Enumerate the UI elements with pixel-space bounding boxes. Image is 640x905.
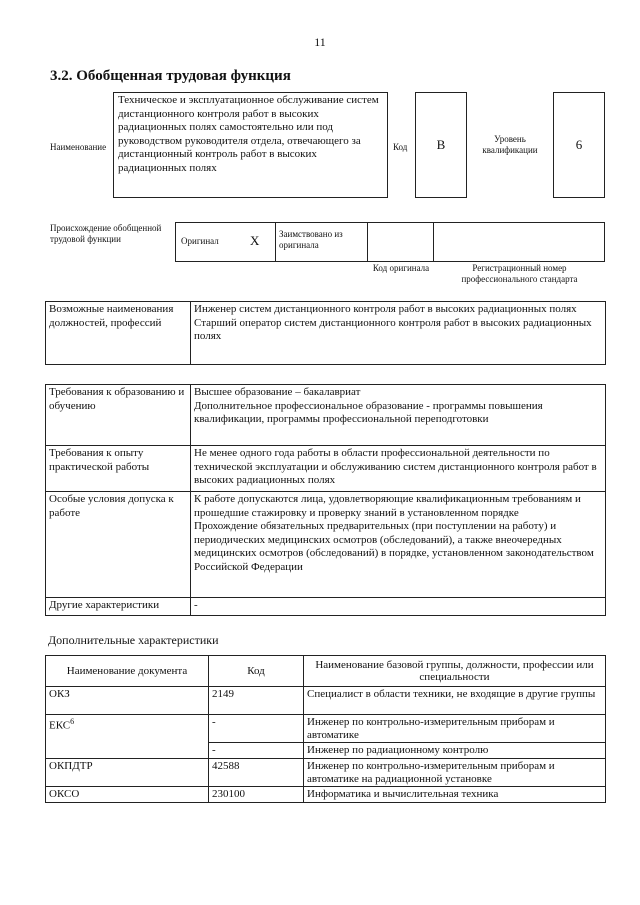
- function-name-box: [113, 92, 388, 198]
- divider: [367, 222, 368, 262]
- origin-label: Происхождение обобщенной трудовой функции: [50, 223, 162, 244]
- table-row: [46, 687, 606, 715]
- column-header: Наименование базовой группы, должности, профессии или специальности: [304, 656, 606, 687]
- table-row: [46, 302, 606, 365]
- original-label: Оригинал: [181, 236, 219, 246]
- doc-cell: ОКЗ: [46, 687, 209, 715]
- section-title: 3.2. Обобщенная трудовая функция: [50, 68, 291, 84]
- code-cell: 230100: [209, 787, 304, 803]
- divider: [275, 222, 276, 262]
- column-header: Код: [209, 656, 304, 687]
- table-row: [46, 598, 606, 616]
- code-cell: 42588: [209, 759, 304, 787]
- name-cell: Информатика и вычислительная техника: [304, 787, 606, 803]
- name-cell: Инженер по контрольно-измерительным приборам и автоматике: [304, 715, 606, 743]
- doc-cell: ОКПДТР: [46, 759, 209, 787]
- requirements-table: [45, 384, 606, 616]
- table-row: [46, 715, 606, 743]
- requirement-value: К работе допускаются лица, удовлетворяющие квалификационным требованиям и прошедшие стажировку и проверку знаний в установленном порядке Прохождение обязательных предварительных (при поступлении на работу) и периодических медицинских осмотров (обследований), а также внеочередных медицинских осмотров (обследований) в порядке, установленном законодательством Российской Федерации: [191, 492, 606, 598]
- requirement-label: Требования к опыту практической работы: [46, 446, 191, 492]
- code-label: Код: [393, 142, 408, 152]
- footnote-marker: 6: [70, 717, 75, 726]
- name-label: Наименование: [50, 142, 107, 152]
- table-row: [46, 446, 606, 492]
- requirement-label: Особые условия допуска к работе: [46, 492, 191, 598]
- table-row: [46, 492, 606, 598]
- page-number: 11: [314, 35, 326, 49]
- table-header-row: [46, 656, 606, 687]
- requirement-label: Требования к образованию и обучению: [46, 385, 191, 446]
- code-cell: -: [209, 715, 304, 743]
- code-original-caption: Код оригинала: [372, 263, 430, 273]
- doc-name: ЕКС: [49, 719, 71, 732]
- function-name: Техническое и эксплуатационное обслуживание систем дистанционного контроля работ в высоких радиационных полях самостоятельно или под руководством руководителя отдела, отвечающего за дистанционный контроль работ в высоких радиационных полях: [118, 94, 379, 174]
- table-row: [46, 385, 606, 446]
- level-value-box: [553, 92, 605, 198]
- table-row: [46, 759, 606, 787]
- code-value: B: [436, 137, 446, 152]
- column-header: Наименование документа: [46, 656, 209, 687]
- code-cell: -: [209, 743, 304, 759]
- requirement-value: Не менее одного года работы в области профессиональной деятельности по технической эксплуатации и обслуживанию систем дистанционного контроля работ в высоких радиационных полях: [191, 446, 606, 492]
- doc-cell: [46, 715, 209, 759]
- name-cell: Специалист в области техники, не входящие в другие группы: [304, 687, 606, 715]
- code-cell: 2149: [209, 687, 304, 715]
- name-cell: Инженер по контрольно-измерительным приборам и автоматике на радиационной установке: [304, 759, 606, 787]
- code-value-box: [415, 92, 467, 198]
- positions-label: Возможные наименования должностей, профессий: [46, 302, 191, 365]
- additional-table: [45, 655, 606, 803]
- positions-value: Инженер систем дистанционного контроля работ в высоких радиационных полях Старший оператор систем дистанционного контроля работ в высоких радиационных полях: [191, 302, 606, 365]
- additional-title: Дополнительные характеристики: [48, 633, 219, 647]
- name-cell: Инженер по радиационному контролю: [304, 743, 606, 759]
- positions-table: [45, 301, 606, 365]
- divider: [433, 222, 434, 262]
- original-mark: X: [250, 233, 260, 248]
- requirement-label: Другие характеристики: [46, 598, 191, 616]
- origin-box: [175, 222, 605, 262]
- level-label: Уровень квалификации: [482, 134, 538, 155]
- borrowed-label: Заимствовано из оригинала: [279, 229, 343, 250]
- level-value: 6: [575, 137, 583, 152]
- requirement-value: Высшее образование – бакалавриат Дополнительное профессиональное образование - программы повышения квалификации, программы профессиональной переподготовки: [191, 385, 606, 446]
- reg-number-caption: Регистрационный номер профессионального стандарта: [461, 263, 578, 284]
- table-row: [46, 787, 606, 803]
- requirement-value: -: [191, 598, 606, 616]
- doc-cell: ОКСО: [46, 787, 209, 803]
